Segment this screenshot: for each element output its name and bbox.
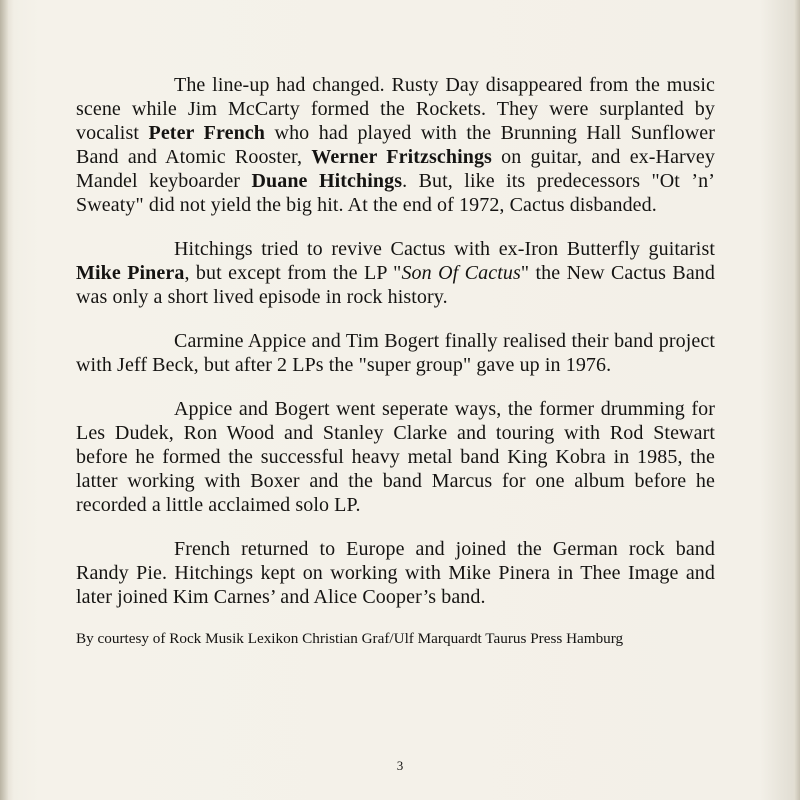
page-number: 3	[396, 758, 404, 773]
text-run: Carmine Appice and Tim Bogert finally realised their band project with Jeff Beck, but after 2 LPs the "super group" gave up in 1976.	[76, 330, 715, 376]
page-left-edge	[0, 0, 8, 800]
paragraph-beck-bogert-appice	[76, 329, 715, 377]
text-run: The line-up had changed. Rusty Day disappeared from the music scene while Jim McCarty formed the Rockets. They were surplanted by vocalist	[76, 74, 715, 144]
text-run: Appice and Bogert went seperate ways, the former drumming for Les Dudek, Ron Wood and Stanley Clarke and touring with Rod Stewart before he formed the successful heavy metal band King Kobra in 1985, the latter working with Boxer and the band Marcus for one album before he recorded a little acclaimed solo LP.	[76, 398, 715, 516]
page-right-edge	[794, 0, 800, 800]
bold-text-run: Werner Fritzschings	[311, 146, 492, 168]
text-run: French returned to Europe and joined the German rock band Randy Pie. Hitchings kept on working with Mike Pinera in Thee Image and later joined Kim Carnes’ and Alice Cooper’s band.	[76, 538, 715, 608]
bold-text-run: Peter French	[148, 122, 266, 144]
text-run: on guitar, and ex-Harvey Mandel keyboarder	[76, 146, 715, 192]
source-credit: By courtesy of Rock Musik Lexikon Christian Graf/Ulf Marquardt Taurus Press Hamburg	[76, 630, 624, 647]
text-run: . But, like its predecessors "Ot ’n’ Sweaty" did not yield the big hit. At the end of 1972, Cactus disbanded.	[76, 170, 715, 216]
paragraph-seperate-ways	[76, 397, 715, 517]
italic-text-run: Son Of Cactus	[401, 262, 521, 284]
text-run: Hitchings tried to revive Cactus with ex-Iron Butterfly guitarist	[174, 238, 715, 260]
text-run: , but except from the LP "	[184, 262, 402, 284]
text-run: " the New Cactus Band was only a short lived episode in rock history.	[76, 262, 716, 308]
paragraph-lineup-change	[76, 73, 715, 217]
paragraph-new-cactus-band	[76, 237, 715, 309]
paragraph-french-hitchings	[76, 537, 715, 609]
article-body	[76, 73, 715, 649]
bold-text-run: Duane Hitchings	[251, 170, 403, 192]
bold-text-run: Mike Pinera	[76, 262, 185, 284]
text-run: who had played with the Brunning Hall Sunflower Band and Atomic Rooster,	[76, 122, 715, 168]
